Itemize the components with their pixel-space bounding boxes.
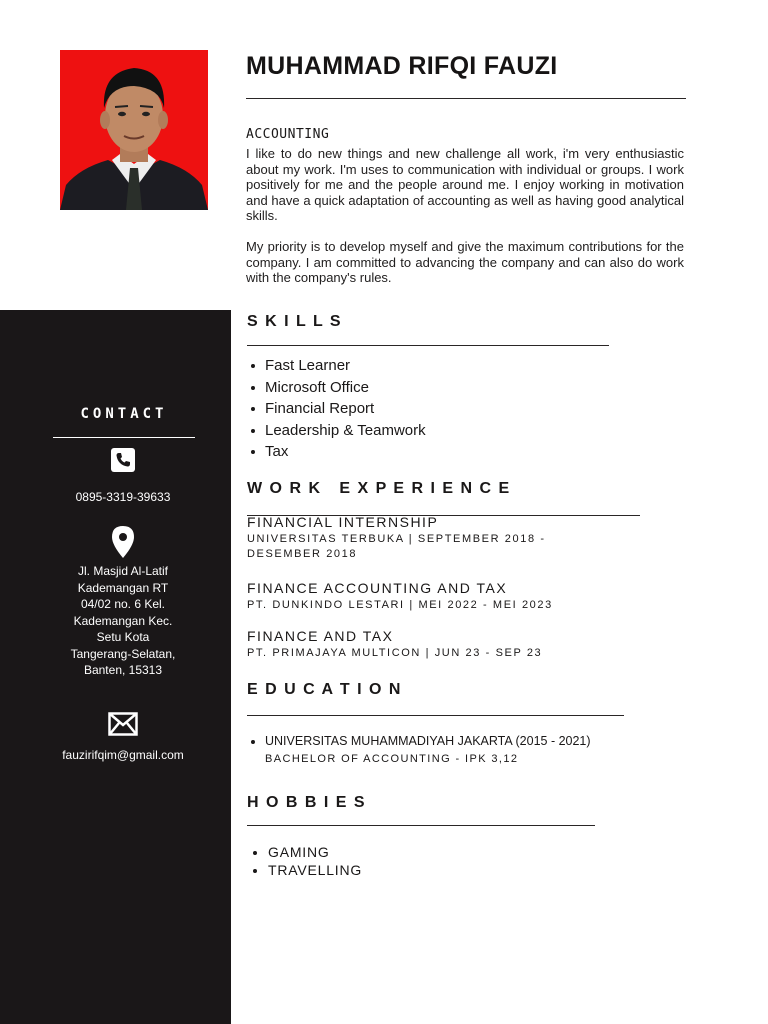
summary-paragraph-1: I like to do new things and new challenge all work, i'm very enthusiastic about my work. I'm uses to communication with individual or groups. I work positively for me and the people around me. I enjoy working in motivation and have a quick adaptation of accounting as well as having good analytical skills. <box>246 146 684 223</box>
job-detail: UNIVERSITAS TERBUKA | SEPTEMBER 2018 - DESEMBER 2018 <box>247 533 546 560</box>
education-heading: E D U C A T I O N <box>247 681 402 698</box>
contact-divider <box>53 437 195 438</box>
hobbies-heading: H O B B I E S <box>247 794 367 811</box>
summary-paragraph-2: My priority is to develop myself and give the maximum contributions for the company. I am committed to advancing the company and can also do work with the company's rules. <box>246 239 684 285</box>
job-title: FINANCIAL INTERNSHIP <box>247 514 439 530</box>
job-title: FINANCE AND TAX <box>247 628 394 644</box>
address-line: Kademangan Kec. <box>73 613 173 628</box>
list-item: Tax <box>247 441 426 463</box>
education-list <box>247 733 591 749</box>
candidate-name: MUHAMMAD RIFQI FAUZI <box>246 52 558 80</box>
envelope-icon <box>0 712 246 741</box>
address-line: Kademangan RT <box>77 580 169 595</box>
address-text <box>0 563 246 679</box>
phone-icon <box>0 448 246 477</box>
job-title: FINANCE ACCOUNTING AND TAX <box>247 580 508 596</box>
address-line: 04/02 no. 6 Kel. <box>80 597 166 611</box>
work-experience-heading: W O R K E X P E R I E N C E <box>247 480 511 497</box>
location-pin-icon <box>0 526 246 563</box>
address-line: Setu Kota <box>96 630 150 644</box>
list-item: UNIVERSITAS MUHAMMADIYAH JAKARTA (2015 - 2021) <box>247 733 591 749</box>
name-divider <box>246 98 686 99</box>
role-title: ACCOUNTING <box>246 127 330 142</box>
address-line: Tangerang-Selatan, <box>70 646 176 661</box>
list-item: GAMING <box>247 843 362 861</box>
job-detail: PT. DUNKINDO LESTARI | MEI 2022 - MEI 2023 <box>247 599 553 611</box>
list-item: Fast Learner <box>247 355 426 377</box>
email-address: fauzirifqim@gmail.com <box>62 748 184 762</box>
education-divider <box>247 715 624 716</box>
list-item: Leadership & Teamwork <box>247 420 426 442</box>
skills-heading: S K I L L S <box>247 313 343 330</box>
degree-text: BACHELOR OF ACCOUNTING - IPK 3,12 <box>265 753 519 765</box>
contact-heading: CONTACT <box>80 406 168 422</box>
skills-list <box>247 355 426 463</box>
address-line: Jl. Masjid Al-Latif <box>77 564 169 578</box>
phone-number: 0895-3319-39633 <box>75 490 171 504</box>
skills-divider <box>247 345 609 346</box>
list-item: Financial Report <box>247 398 426 420</box>
list-item: Microsoft Office <box>247 377 426 399</box>
job-detail: PT. PRIMAJAYA MULTICON | JUN 23 - SEP 23 <box>247 647 543 659</box>
profile-photo <box>60 50 208 210</box>
address-line: Banten, 15313 <box>83 663 163 677</box>
hobbies-list <box>247 843 362 879</box>
list-item: TRAVELLING <box>247 861 362 879</box>
contact-sidebar <box>0 310 231 1024</box>
hobbies-divider <box>247 825 595 826</box>
